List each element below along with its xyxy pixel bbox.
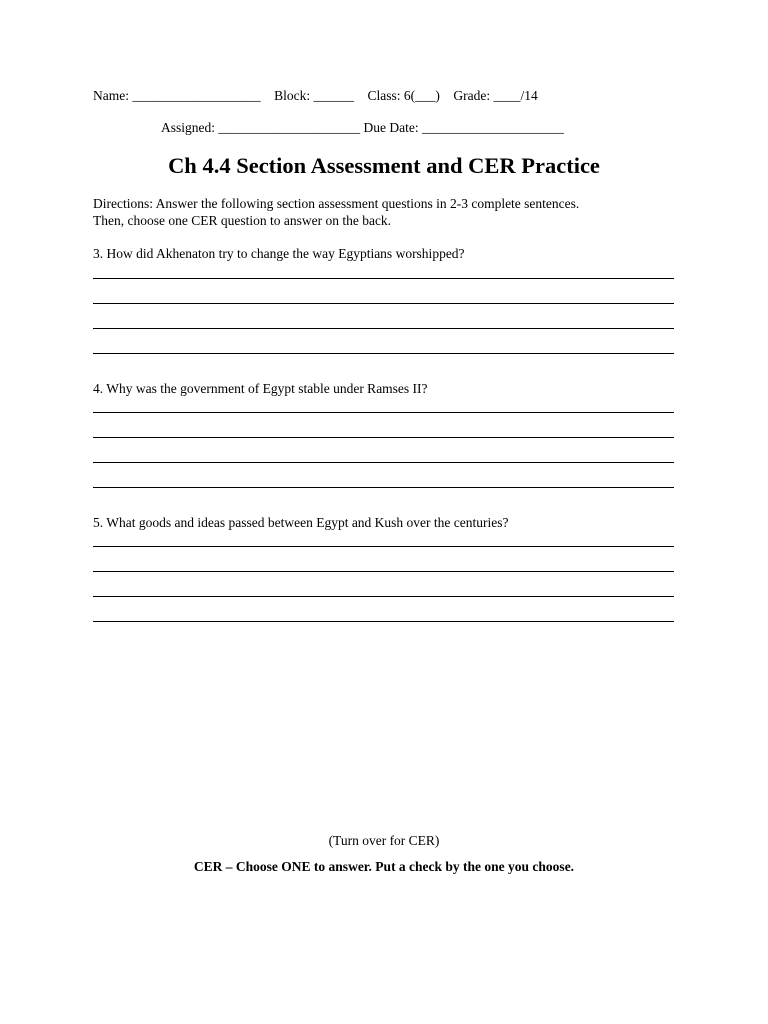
directions-line-1: Directions: Answer the following section assessment questions in 2-3 complete sentences.	[93, 196, 580, 211]
assigned-label: Assigned:	[161, 120, 215, 135]
page-title: Ch 4.4 Section Assessment and CER Practice	[168, 153, 600, 178]
due-date-label: Due Date:	[363, 120, 419, 135]
answer-line	[93, 303, 674, 304]
name-label: Name:	[93, 88, 129, 103]
block-label: Block:	[274, 88, 311, 103]
question-5: 5. What goods and ideas passed between Egypt and Kush over the centuries?	[93, 515, 509, 530]
directions	[93, 195, 683, 229]
assigned-blank: _____________________	[218, 120, 361, 135]
answer-line	[93, 328, 674, 329]
directions-line-2: Then, choose one CER question to answer on the back.	[93, 213, 392, 228]
due-date-blank: _____________________	[421, 120, 564, 135]
question-3: 3. How did Akhenaton try to change the way Egyptians worshipped?	[93, 246, 465, 261]
header-row	[93, 88, 538, 104]
question-4: 4. Why was the government of Egypt stable under Ramses II?	[93, 381, 428, 396]
answer-line	[93, 487, 674, 488]
grade-label: Grade: ____/14	[453, 88, 538, 103]
name-blank: ___________________	[132, 88, 261, 103]
answer-line	[93, 412, 674, 413]
turn-over-note: (Turn over for CER)	[328, 833, 440, 848]
answer-line	[93, 278, 674, 279]
dates-row	[161, 120, 564, 136]
cer-instruction: CER – Choose ONE to answer. Put a check by the one you choose.	[193, 859, 575, 874]
answer-line	[93, 621, 674, 622]
answer-line	[93, 546, 674, 547]
answer-line	[93, 462, 674, 463]
answer-line	[93, 571, 674, 572]
answer-line	[93, 437, 674, 438]
block-blank: ______	[313, 88, 354, 103]
class-label: Class: 6(___)	[367, 88, 440, 103]
answer-line	[93, 353, 674, 354]
answer-line	[93, 596, 674, 597]
